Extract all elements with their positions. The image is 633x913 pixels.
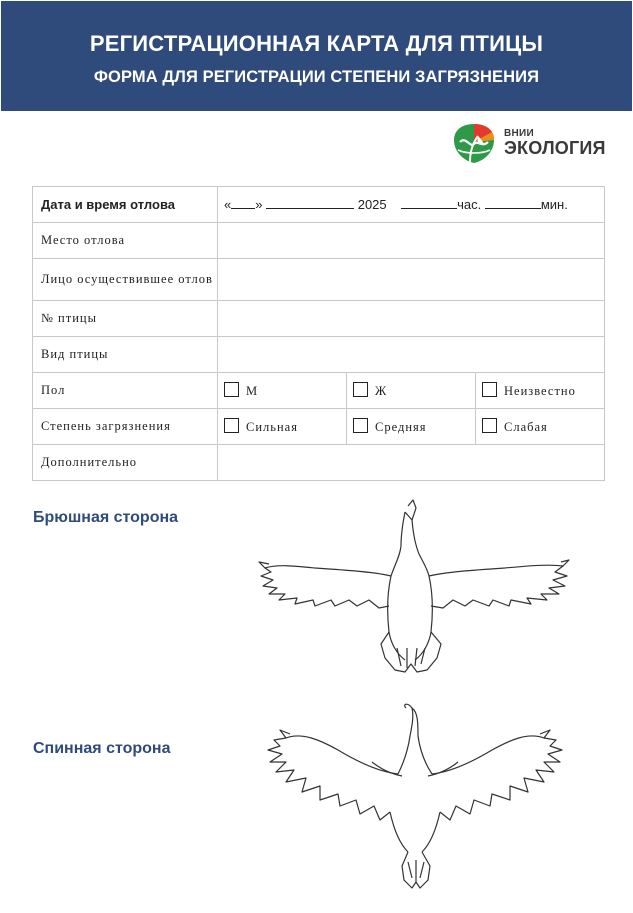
pollution-option-strong[interactable]: Сильная <box>218 409 347 445</box>
header-banner <box>1 1 632 111</box>
bird-number-label: № птицы <box>33 301 218 337</box>
checkbox-strong[interactable] <box>224 418 239 433</box>
person-field[interactable] <box>218 259 605 301</box>
person-label: Лицо осуществившее отлов <box>33 259 218 301</box>
checkbox-medium[interactable] <box>353 418 368 433</box>
ventral-side-heading: Брюшная сторона <box>33 509 179 526</box>
leaf-emblem-icon <box>452 122 496 164</box>
place-field[interactable] <box>218 223 605 259</box>
checkbox-male[interactable] <box>224 382 239 397</box>
page-title: РЕГИСТРАЦИОННАЯ КАРТА ДЛЯ ПТИЦЫ <box>89 31 544 56</box>
registration-form <box>32 186 605 481</box>
bird-dorsal-diagram[interactable] <box>262 702 577 892</box>
logo-text-top: ВНИИ <box>504 128 535 139</box>
pollution-option-medium[interactable]: Средняя <box>347 409 476 445</box>
datetime-label: Дата и время отлова <box>33 187 218 223</box>
checkbox-weak[interactable] <box>482 418 497 433</box>
pollution-option-weak[interactable]: Слабая <box>476 409 605 445</box>
checkbox-female[interactable] <box>353 382 368 397</box>
place-label: Место отлова <box>33 223 218 259</box>
dorsal-side-heading: Спинная сторона <box>33 740 171 757</box>
checkbox-unknown[interactable] <box>482 382 497 397</box>
year-value: 2025 <box>357 196 387 212</box>
datetime-field[interactable] <box>218 187 605 223</box>
sex-option-unknown[interactable]: Неизвестно <box>476 373 605 409</box>
species-field[interactable] <box>218 337 605 373</box>
extra-field[interactable] <box>218 445 605 481</box>
pollution-label: Степень загрязнения <box>33 409 218 445</box>
logo <box>452 122 612 164</box>
extra-label: Дополнительно <box>33 445 218 481</box>
page-subtitle: ФОРМА ДЛЯ РЕГИСТРАЦИИ СТЕПЕНИ ЗАГРЯЗНЕНИЯ <box>93 68 540 86</box>
bird-number-field[interactable] <box>218 301 605 337</box>
species-label: Вид птицы <box>33 337 218 373</box>
logo-text-bottom: ЭКОЛОГИЯ <box>504 138 606 158</box>
datetime-line[interactable]: « » 2025 час. мин. <box>224 196 568 212</box>
sex-label: Пол <box>33 373 218 409</box>
sex-option-male[interactable]: М <box>218 373 347 409</box>
sex-option-female[interactable]: Ж <box>347 373 476 409</box>
bird-ventral-diagram[interactable] <box>255 498 575 678</box>
